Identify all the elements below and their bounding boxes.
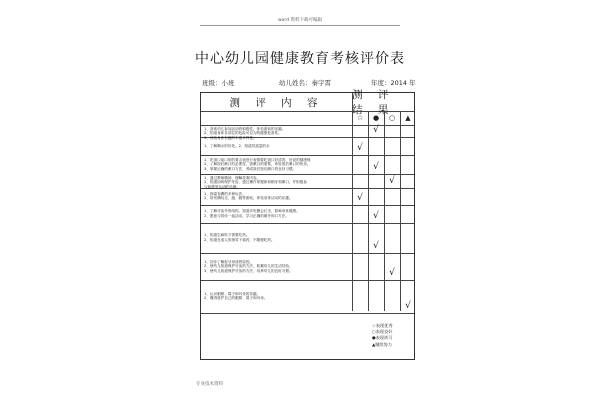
criteria-line: 1、初步了解蛀牙形成的原因。 <box>204 259 254 264</box>
criteria-line: 2、了解饭后漱口的必要性，饭漱口的需要，体验饭后漱口的快乐。 <box>204 162 311 167</box>
criteria-line: 2、用布偶玩走、跑、跳等游戏，体验身体活动的乐趣。 <box>204 196 293 201</box>
criteria-line: 与和感受运动的乐趣。 <box>204 184 240 189</box>
criteria-text <box>204 176 307 190</box>
column-divider <box>400 111 401 311</box>
check-mark: √ <box>405 301 411 311</box>
criteria-text <box>204 192 293 201</box>
criteria-text <box>204 260 293 274</box>
check-mark: √ <box>357 193 363 203</box>
criteria-text <box>204 233 275 242</box>
criteria-line: 1、了解牙齿外形结构，知道多吃糖会长虫，影响身体健康。 <box>204 209 300 214</box>
rating-symbol-2: ● <box>372 114 380 122</box>
column-divider <box>384 111 385 311</box>
legend-item: ▲继续努力 <box>372 341 392 347</box>
rating-symbol-1: ☆ <box>356 114 364 122</box>
criteria-text <box>204 209 300 218</box>
check-mark: √ <box>373 211 379 221</box>
criteria-text <box>204 158 311 172</box>
criteria-line: 2、使幼儿知道保护牙齿的方法，积累幼儿的生活经验。 <box>204 264 293 269</box>
check-mark: √ <box>389 268 395 278</box>
row-divider <box>201 280 414 281</box>
row-divider <box>201 253 414 254</box>
criteria-line: 3、使幼儿知道保护牙齿的方法，培养幼儿的良好习惯。 <box>204 268 293 273</box>
criteria-line: 1、喜欢幼儿参加活动的积极性，体验游戏的乐趣。 <box>204 126 286 131</box>
legend-item: ☆表现优秀 <box>372 323 393 328</box>
year-label: 年度：2014 年 <box>371 79 416 87</box>
criteria-line: 3、掌握正确的漱口方法，养成饭后饭后漱口的良好习惯。 <box>204 166 297 171</box>
row-divider <box>201 155 414 156</box>
page-footer: 专业技术资料 <box>196 382 223 387</box>
criteria-line: 2、知道身体各部位的危险可以为的健康危害性。 <box>204 131 282 136</box>
criteria-header: 测 评 内 容 <box>229 96 324 109</box>
check-mark: √ <box>389 176 395 186</box>
page-header: word 资料下载可编辑 <box>278 18 322 23</box>
evaluation-table <box>200 89 415 360</box>
criteria-line: 1、探索布偶的多种玩法。 <box>204 191 246 196</box>
rating-symbol-3: ○ <box>388 114 396 122</box>
criteria-line: 2、懂得爱护自己的眼睛、鼻子和耳朵。 <box>204 296 268 301</box>
row-divider <box>201 313 414 314</box>
child-name-label: 幼儿姓名：秦宇霄 <box>279 79 331 87</box>
criteria-line: 1、认识眼睛、鼻子和耳朵的乐趣。 <box>204 291 261 296</box>
class-label: 班级：小班 <box>202 79 235 87</box>
results-header: 测 评 结 果 <box>352 89 395 116</box>
criteria-line: 2、知道在成人的指导下看药，不随便吃药。 <box>204 237 275 242</box>
criteria-text <box>204 292 267 301</box>
criteria-text <box>204 144 270 149</box>
criteria-line: 2、愿意与同伴一起活动，学习正确的刷牙和口方法。 <box>204 213 289 218</box>
check-mark: √ <box>373 162 379 172</box>
criteria-text <box>204 127 285 141</box>
criteria-line: 1、吃饭口前口的的要点表进行表情要吃饭口好清洗，好说的健康保 <box>204 157 311 162</box>
legend-item: ○表现良好 <box>372 329 393 335</box>
check-mark: √ <box>357 143 363 153</box>
criteria-line: 1、知道生病时才需要吃药。 <box>204 233 250 238</box>
row-divider <box>201 223 414 224</box>
criteria-line: 1、了解喝水的好处。2、知道尿道量的水 <box>204 143 270 148</box>
criteria-line: 2、知道如何保护牙齿，通过操作掌握如何刷牙和漱口，并积极参 <box>204 180 307 185</box>
row-divider <box>201 111 414 112</box>
rating-legend <box>372 323 393 348</box>
header-divider <box>200 25 400 26</box>
legend-item: ●表现尚可 <box>372 335 393 341</box>
row-divider <box>201 205 414 206</box>
document-title: 中心幼儿园健康教育考核评价表 <box>195 51 405 67</box>
criteria-line: 1、通过教师精神，理解故事内容。 <box>204 175 261 180</box>
check-mark: √ <box>373 125 379 135</box>
check-mark: √ <box>373 241 379 251</box>
criteria-line: 3、体验身体有趣的丰富多样性。 <box>204 135 257 140</box>
rating-symbol-4: ▲ <box>405 114 411 122</box>
